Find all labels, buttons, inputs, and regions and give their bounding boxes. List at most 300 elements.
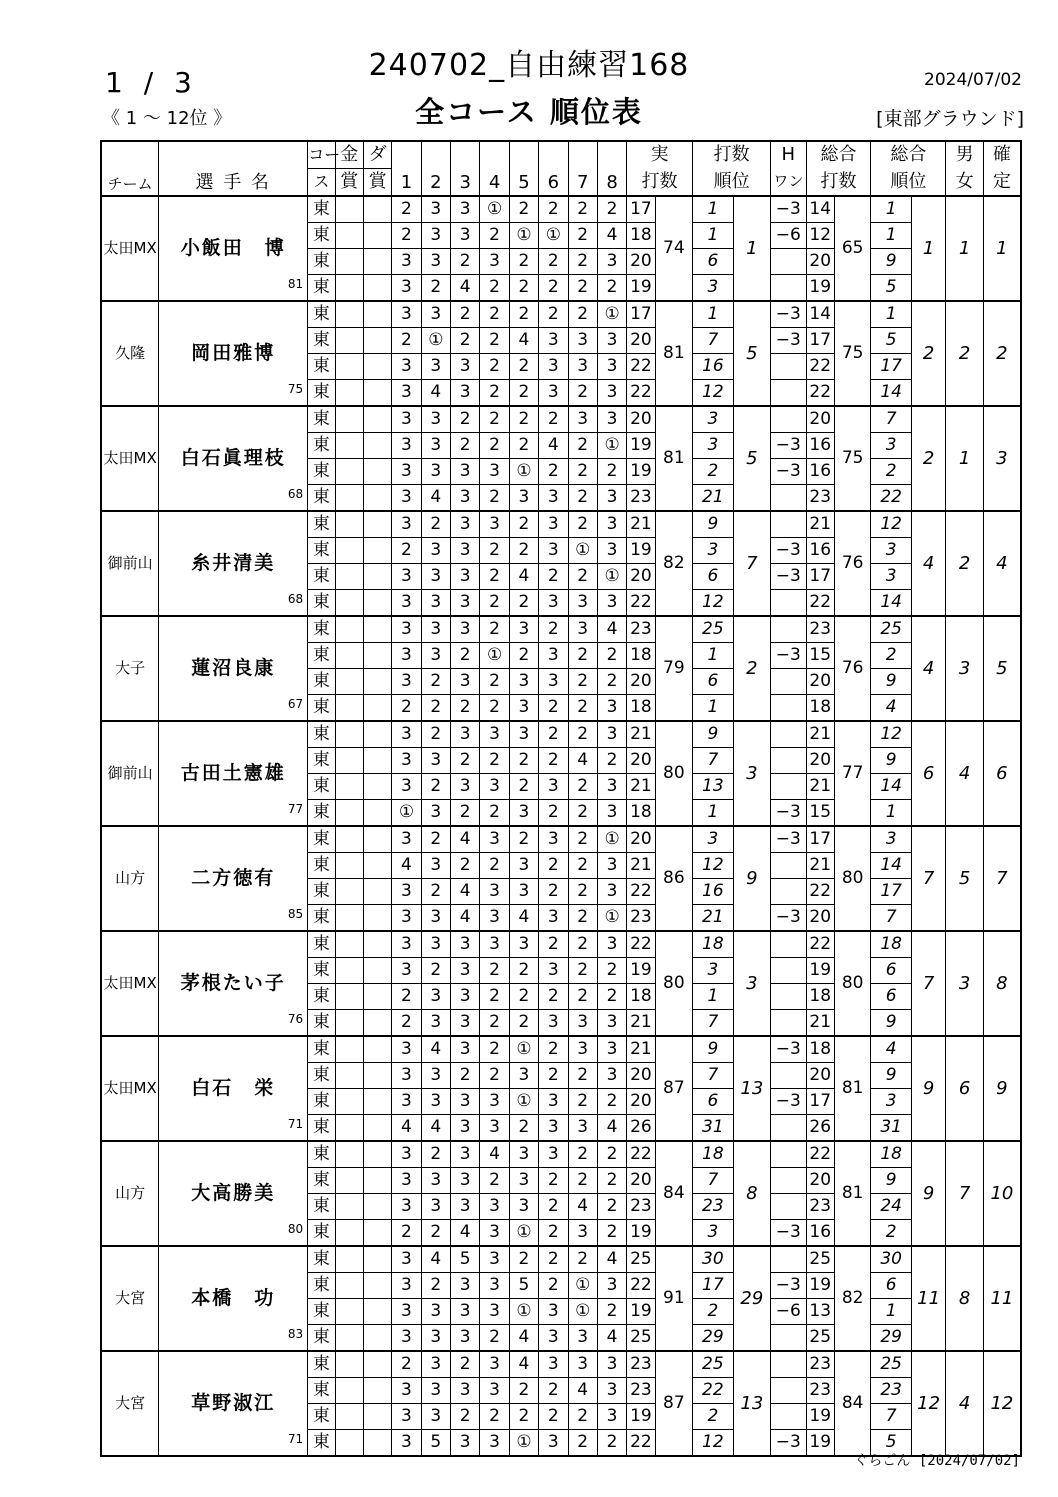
hole-score-cell: 3 <box>539 1010 568 1037</box>
table-row <box>101 1246 1021 1273</box>
hole-score-cell: ① <box>568 1299 597 1325</box>
hole-score-cell: 3 <box>597 328 626 354</box>
round-total-cell: 15 <box>806 800 834 827</box>
hole-score-cell: 2 <box>509 1246 538 1273</box>
player-handicap: 67 <box>287 697 304 711</box>
round-total-cell: 25 <box>806 1246 834 1273</box>
col-hole-8: 8 <box>597 141 626 196</box>
col-da-2: 賞 <box>363 169 391 197</box>
hole-score-cell: 2 <box>509 590 538 617</box>
hole-score-cell: 3 <box>392 643 421 669</box>
round-total-cell: 20 <box>806 905 834 932</box>
round-total-cell: 21 <box>806 721 834 748</box>
round-rank-cell: 21 <box>693 485 734 512</box>
hole-score-cell: 3 <box>421 1168 450 1194</box>
overall-total-cell: 82 <box>834 1246 870 1351</box>
hole-score-cell: 3 <box>392 748 421 774</box>
cumulative-rank-cell: 12 <box>871 721 912 748</box>
gold-award-cell <box>335 485 363 512</box>
hole-score-cell: ① <box>597 905 626 932</box>
page-number: 1 / 3 <box>105 66 198 99</box>
course-cell: 東 <box>308 958 335 984</box>
da-award-cell <box>363 590 391 617</box>
course-cell: 東 <box>308 800 335 827</box>
hole-score-cell: 2 <box>480 406 509 433</box>
hole-in-one-cell <box>771 406 806 433</box>
hole-score-cell: 3 <box>451 564 480 590</box>
gold-award-cell <box>335 774 363 800</box>
final-rank-cell: 3 <box>983 406 1021 511</box>
hole-score-cell: 2 <box>568 511 597 538</box>
hole-score-cell: 3 <box>451 1089 480 1115</box>
player-name-cell <box>159 826 308 931</box>
hole-score-cell: 3 <box>392 564 421 590</box>
cumulative-rank-cell: 2 <box>871 459 912 485</box>
hole-score-cell: 3 <box>392 958 421 984</box>
gender-rank-cell: 3 <box>946 616 983 721</box>
round-total-cell: 14 <box>806 301 834 328</box>
cumulative-rank-cell: 18 <box>871 931 912 958</box>
round-rank-cell: 9 <box>693 721 734 748</box>
course-cell: 東 <box>308 1246 335 1273</box>
hole-score-cell: 2 <box>480 748 509 774</box>
hole-score-cell: 2 <box>568 826 597 853</box>
hole-score-cell: 2 <box>568 931 597 958</box>
hole-in-one-cell: −3 <box>771 1089 806 1115</box>
hole-score-cell: 3 <box>392 380 421 407</box>
overall-total-cell: 84 <box>834 1351 870 1456</box>
round-score-cell: 23 <box>627 1351 655 1378</box>
overall-total-cell: 80 <box>834 931 870 1036</box>
hole-score-cell: 3 <box>480 249 509 275</box>
hole-score-cell: 3 <box>539 1325 568 1352</box>
hole-score-cell: 3 <box>539 511 568 538</box>
round-rank-cell: 3 <box>693 1220 734 1247</box>
hole-score-cell: 3 <box>539 669 568 695</box>
round-total-cell: 23 <box>806 1194 834 1220</box>
hole-score-cell: 2 <box>539 931 568 958</box>
table-row <box>101 196 1021 223</box>
round-rank-cell: 3 <box>693 538 734 564</box>
player-handicap: 77 <box>287 802 304 816</box>
round-score-cell: 19 <box>627 433 655 459</box>
player-name-cell <box>159 406 308 511</box>
col-course-1: コー <box>308 141 335 169</box>
gold-award-cell <box>335 748 363 774</box>
hole-score-cell: ① <box>597 564 626 590</box>
table-row <box>101 301 1021 328</box>
round-score-cell: 22 <box>627 1273 655 1299</box>
hole-score-cell: 3 <box>480 1351 509 1378</box>
hole-score-cell: 3 <box>451 931 480 958</box>
hole-score-cell: 2 <box>451 748 480 774</box>
hole-score-cell: 3 <box>480 1089 509 1115</box>
hole-score-cell: 4 <box>451 1220 480 1247</box>
cumulative-rank-cell: 5 <box>871 275 912 302</box>
round-total-cell: 16 <box>806 1220 834 1247</box>
round-score-cell: 20 <box>627 406 655 433</box>
round-score-cell: 18 <box>627 223 655 249</box>
round-total-cell: 17 <box>806 564 834 590</box>
actual-total-cell: 84 <box>655 1141 692 1246</box>
strokes-rank-cell: 3 <box>733 931 770 1036</box>
round-total-cell: 21 <box>806 1010 834 1037</box>
hole-score-cell: ① <box>597 826 626 853</box>
round-total-cell: 20 <box>806 1168 834 1194</box>
round-score-cell: 19 <box>627 1220 655 1247</box>
hole-score-cell: 3 <box>421 354 450 380</box>
gold-award-cell <box>335 301 363 328</box>
hole-score-cell: 2 <box>539 196 568 223</box>
da-award-cell <box>363 459 391 485</box>
cumulative-rank-cell: 14 <box>871 590 912 617</box>
hole-score-cell: 2 <box>539 695 568 722</box>
round-rank-cell: 6 <box>693 564 734 590</box>
hole-score-cell: 3 <box>421 1351 450 1378</box>
overall-rank-cell: 9 <box>911 1141 945 1246</box>
hole-score-cell: 3 <box>597 1010 626 1037</box>
da-award-cell <box>363 1246 391 1273</box>
col-hole-4: 4 <box>480 141 509 196</box>
hole-in-one-cell <box>771 931 806 958</box>
hole-in-one-cell <box>771 380 806 407</box>
round-rank-cell: 21 <box>693 905 734 932</box>
da-award-cell <box>363 931 391 958</box>
col-hole-3: 3 <box>451 141 480 196</box>
course-cell: 東 <box>308 223 335 249</box>
hole-score-cell: 2 <box>539 1168 568 1194</box>
round-score-cell: 20 <box>627 826 655 853</box>
gold-award-cell <box>335 984 363 1010</box>
course-cell: 東 <box>308 1378 335 1404</box>
overall-total-cell: 76 <box>834 511 870 616</box>
hole-score-cell: 3 <box>451 223 480 249</box>
cumulative-rank-cell: 3 <box>871 826 912 853</box>
hole-score-cell: 4 <box>568 748 597 774</box>
hole-score-cell: 2 <box>480 380 509 407</box>
hole-score-cell: 4 <box>597 1246 626 1273</box>
player-handicap: 71 <box>287 1432 304 1446</box>
hole-score-cell: 3 <box>392 1378 421 1404</box>
hole-score-cell: 2 <box>539 1273 568 1299</box>
cumulative-rank-cell: 6 <box>871 984 912 1010</box>
player-name: 白石眞理枝 <box>180 447 286 469</box>
hole-score-cell: 2 <box>392 1010 421 1037</box>
hole-in-one-cell: −6 <box>771 1299 806 1325</box>
hole-score-cell: 2 <box>480 564 509 590</box>
hole-score-cell: 3 <box>568 406 597 433</box>
hole-score-cell: 3 <box>480 1378 509 1404</box>
hole-score-cell: 3 <box>421 249 450 275</box>
hole-score-cell: 2 <box>480 485 509 512</box>
round-score-cell: 25 <box>627 1246 655 1273</box>
hole-score-cell: 4 <box>421 1115 450 1142</box>
round-rank-cell: 1 <box>693 643 734 669</box>
gold-award-cell <box>335 800 363 827</box>
hole-score-cell: 2 <box>568 879 597 905</box>
hole-score-cell: 2 <box>451 406 480 433</box>
hole-score-cell: 3 <box>539 1141 568 1168</box>
cumulative-rank-cell: 29 <box>871 1325 912 1352</box>
gold-award-cell <box>335 406 363 433</box>
cumulative-rank-cell: 17 <box>871 354 912 380</box>
player-name-cell <box>159 196 308 301</box>
round-score-cell: 22 <box>627 1430 655 1457</box>
hole-in-one-cell <box>771 1325 806 1352</box>
gold-award-cell <box>335 1115 363 1142</box>
round-rank-cell: 1 <box>693 301 734 328</box>
da-award-cell <box>363 748 391 774</box>
hole-score-cell: 2 <box>539 984 568 1010</box>
da-award-cell <box>363 1141 391 1168</box>
hole-score-cell: 3 <box>451 616 480 643</box>
col-total-rank-2: 順位 <box>871 169 946 197</box>
hole-score-cell: 5 <box>421 1430 450 1457</box>
actual-total-cell: 82 <box>655 511 692 616</box>
table-row <box>101 826 1021 853</box>
round-score-cell: 26 <box>627 1115 655 1142</box>
team-cell: 太田MX <box>101 406 159 511</box>
team-cell: 太田MX <box>101 1036 159 1141</box>
player-name: 草野淑江 <box>191 1392 276 1414</box>
hole-score-cell: 3 <box>568 1220 597 1247</box>
hole-score-cell: 3 <box>392 485 421 512</box>
col-hole-6: 6 <box>539 141 568 196</box>
hole-in-one-cell <box>771 1168 806 1194</box>
course-cell: 東 <box>308 748 335 774</box>
hole-in-one-cell <box>771 984 806 1010</box>
course-cell: 東 <box>308 1404 335 1430</box>
hole-score-cell: 2 <box>480 1168 509 1194</box>
table-row <box>101 1351 1021 1378</box>
hole-score-cell: 2 <box>480 538 509 564</box>
hole-score-cell: 3 <box>421 1378 450 1404</box>
gold-award-cell <box>335 459 363 485</box>
hole-in-one-cell <box>771 774 806 800</box>
gold-award-cell <box>335 879 363 905</box>
hole-score-cell: 4 <box>451 275 480 302</box>
round-score-cell: 17 <box>627 196 655 223</box>
course-cell: 東 <box>308 669 335 695</box>
hole-score-cell: 2 <box>568 1141 597 1168</box>
hole-score-cell: 4 <box>421 485 450 512</box>
overall-total-cell: 76 <box>834 616 870 721</box>
hole-score-cell: 2 <box>421 774 450 800</box>
hole-score-cell: 2 <box>568 249 597 275</box>
hole-score-cell: 2 <box>392 984 421 1010</box>
hole-score-cell: 3 <box>480 879 509 905</box>
course-cell: 東 <box>308 354 335 380</box>
hole-score-cell: 3 <box>568 1036 597 1063</box>
hole-score-cell: 3 <box>597 695 626 722</box>
overall-rank-cell: 12 <box>911 1351 945 1456</box>
overall-total-cell: 81 <box>834 1141 870 1246</box>
round-rank-cell: 31 <box>693 1115 734 1142</box>
gold-award-cell <box>335 511 363 538</box>
hole-score-cell: 2 <box>539 249 568 275</box>
hole-in-one-cell <box>771 1141 806 1168</box>
gold-award-cell <box>335 354 363 380</box>
hole-score-cell: 2 <box>480 616 509 643</box>
gold-award-cell <box>335 223 363 249</box>
hole-score-cell: 3 <box>539 826 568 853</box>
gold-award-cell <box>335 643 363 669</box>
hole-score-cell: 3 <box>421 301 450 328</box>
hole-score-cell: 3 <box>451 354 480 380</box>
final-rank-cell: 4 <box>983 511 1021 616</box>
course-cell: 東 <box>308 1273 335 1299</box>
player-handicap: 85 <box>287 907 304 921</box>
cumulative-rank-cell: 9 <box>871 1063 912 1089</box>
gold-award-cell <box>335 1010 363 1037</box>
hole-in-one-cell <box>771 669 806 695</box>
da-award-cell <box>363 564 391 590</box>
hole-score-cell: 3 <box>421 196 450 223</box>
gold-award-cell <box>335 1141 363 1168</box>
hole-score-cell: 2 <box>480 590 509 617</box>
player-name-cell <box>159 511 308 616</box>
round-score-cell: 20 <box>627 1063 655 1089</box>
hole-score-cell: 3 <box>480 1273 509 1299</box>
actual-total-cell: 81 <box>655 406 692 511</box>
strokes-rank-cell: 9 <box>733 826 770 931</box>
hole-score-cell: 3 <box>539 328 568 354</box>
hole-score-cell: 3 <box>392 406 421 433</box>
hole-score-cell: 2 <box>568 196 597 223</box>
hole-score-cell: 3 <box>421 590 450 617</box>
hole-score-cell: 3 <box>480 1194 509 1220</box>
hole-score-cell: 3 <box>392 1246 421 1273</box>
hole-score-cell: 3 <box>480 1430 509 1457</box>
cumulative-rank-cell: 3 <box>871 538 912 564</box>
da-award-cell <box>363 1378 391 1404</box>
hole-in-one-cell <box>771 879 806 905</box>
hole-score-cell: 3 <box>451 721 480 748</box>
hole-in-one-cell <box>771 249 806 275</box>
round-rank-cell: 1 <box>693 196 734 223</box>
gender-rank-cell: 7 <box>946 1141 983 1246</box>
round-rank-cell: 30 <box>693 1246 734 1273</box>
round-total-cell: 22 <box>806 354 834 380</box>
da-award-cell <box>363 1063 391 1089</box>
cumulative-rank-cell: 30 <box>871 1246 912 1273</box>
footer-credit: ぐらごん [2024/07/02] <box>854 1453 1020 1469</box>
final-rank-cell: 8 <box>983 931 1021 1036</box>
cumulative-rank-cell: 9 <box>871 748 912 774</box>
hole-score-cell: 3 <box>539 485 568 512</box>
cumulative-rank-cell: 24 <box>871 1194 912 1220</box>
hole-score-cell: 2 <box>568 301 597 328</box>
hole-score-cell: 2 <box>451 1063 480 1089</box>
overall-total-cell: 81 <box>834 1036 870 1141</box>
hole-score-cell: ① <box>509 1299 538 1325</box>
hole-in-one-cell: −3 <box>771 643 806 669</box>
hole-score-cell: 3 <box>509 721 538 748</box>
col-hole-2: 2 <box>421 141 450 196</box>
round-score-cell: 19 <box>627 1299 655 1325</box>
hole-score-cell: 3 <box>392 669 421 695</box>
hole-score-cell: 2 <box>539 800 568 827</box>
hole-score-cell: 3 <box>539 538 568 564</box>
hole-score-cell: 3 <box>480 1115 509 1142</box>
da-award-cell <box>363 1273 391 1299</box>
round-rank-cell: 6 <box>693 1089 734 1115</box>
hole-score-cell: 2 <box>539 1063 568 1089</box>
hole-score-cell: 2 <box>509 1010 538 1037</box>
hole-in-one-cell <box>771 958 806 984</box>
course-cell: 東 <box>308 275 335 302</box>
hole-score-cell: 2 <box>480 1036 509 1063</box>
gold-award-cell <box>335 1325 363 1352</box>
player-name: 蓮沼良康 <box>191 657 276 679</box>
round-score-cell: 17 <box>627 301 655 328</box>
cumulative-rank-cell: 5 <box>871 328 912 354</box>
round-score-cell: 22 <box>627 354 655 380</box>
hole-score-cell: 3 <box>421 1063 450 1089</box>
hole-score-cell: 2 <box>480 328 509 354</box>
gold-award-cell <box>335 826 363 853</box>
round-score-cell: 22 <box>627 1141 655 1168</box>
overall-rank-cell: 11 <box>911 1246 945 1351</box>
round-rank-cell: 2 <box>693 1404 734 1430</box>
actual-total-cell: 81 <box>655 301 692 406</box>
cumulative-rank-cell: 25 <box>871 1351 912 1378</box>
actual-total-cell: 74 <box>655 196 692 301</box>
cumulative-rank-cell: 31 <box>871 1115 912 1142</box>
cumulative-rank-cell: 1 <box>871 1299 912 1325</box>
hole-score-cell: 3 <box>509 1194 538 1220</box>
hole-score-cell: 3 <box>480 905 509 932</box>
hole-in-one-cell <box>771 695 806 722</box>
hole-score-cell: 3 <box>421 1089 450 1115</box>
hole-score-cell: 3 <box>392 1404 421 1430</box>
da-award-cell <box>363 853 391 879</box>
hole-in-one-cell <box>771 853 806 879</box>
team-cell: 山方 <box>101 826 159 931</box>
col-hole-1: 1 <box>392 141 421 196</box>
hole-score-cell: 2 <box>597 1168 626 1194</box>
hole-score-cell: 3 <box>451 1168 480 1194</box>
hole-score-cell: 3 <box>597 879 626 905</box>
hole-score-cell: 2 <box>480 1404 509 1430</box>
hole-score-cell: 3 <box>451 1325 480 1352</box>
player-name: 本橋 功 <box>191 1287 276 1309</box>
col-strokes-rank-1: 打数 <box>693 141 771 169</box>
strokes-rank-cell: 8 <box>733 1141 770 1246</box>
hole-score-cell: 2 <box>568 1089 597 1115</box>
round-score-cell: 21 <box>627 1010 655 1037</box>
hole-score-cell: 2 <box>568 905 597 932</box>
hole-score-cell: 2 <box>480 1010 509 1037</box>
hole-score-cell: 2 <box>509 301 538 328</box>
hole-score-cell: 3 <box>480 511 509 538</box>
strokes-rank-cell: 29 <box>733 1246 770 1351</box>
round-rank-cell: 25 <box>693 616 734 643</box>
da-award-cell <box>363 511 391 538</box>
da-award-cell <box>363 275 391 302</box>
hole-in-one-cell <box>771 616 806 643</box>
da-award-cell <box>363 301 391 328</box>
hole-in-one-cell: −3 <box>771 1036 806 1063</box>
round-score-cell: 18 <box>627 643 655 669</box>
hole-score-cell: 3 <box>597 853 626 879</box>
hole-in-one-cell: −3 <box>771 1273 806 1299</box>
team-cell: 太田MX <box>101 931 159 1036</box>
hole-score-cell: 2 <box>539 1220 568 1247</box>
hole-score-cell: 3 <box>421 905 450 932</box>
hole-score-cell: 3 <box>597 538 626 564</box>
hole-score-cell: 3 <box>539 958 568 984</box>
